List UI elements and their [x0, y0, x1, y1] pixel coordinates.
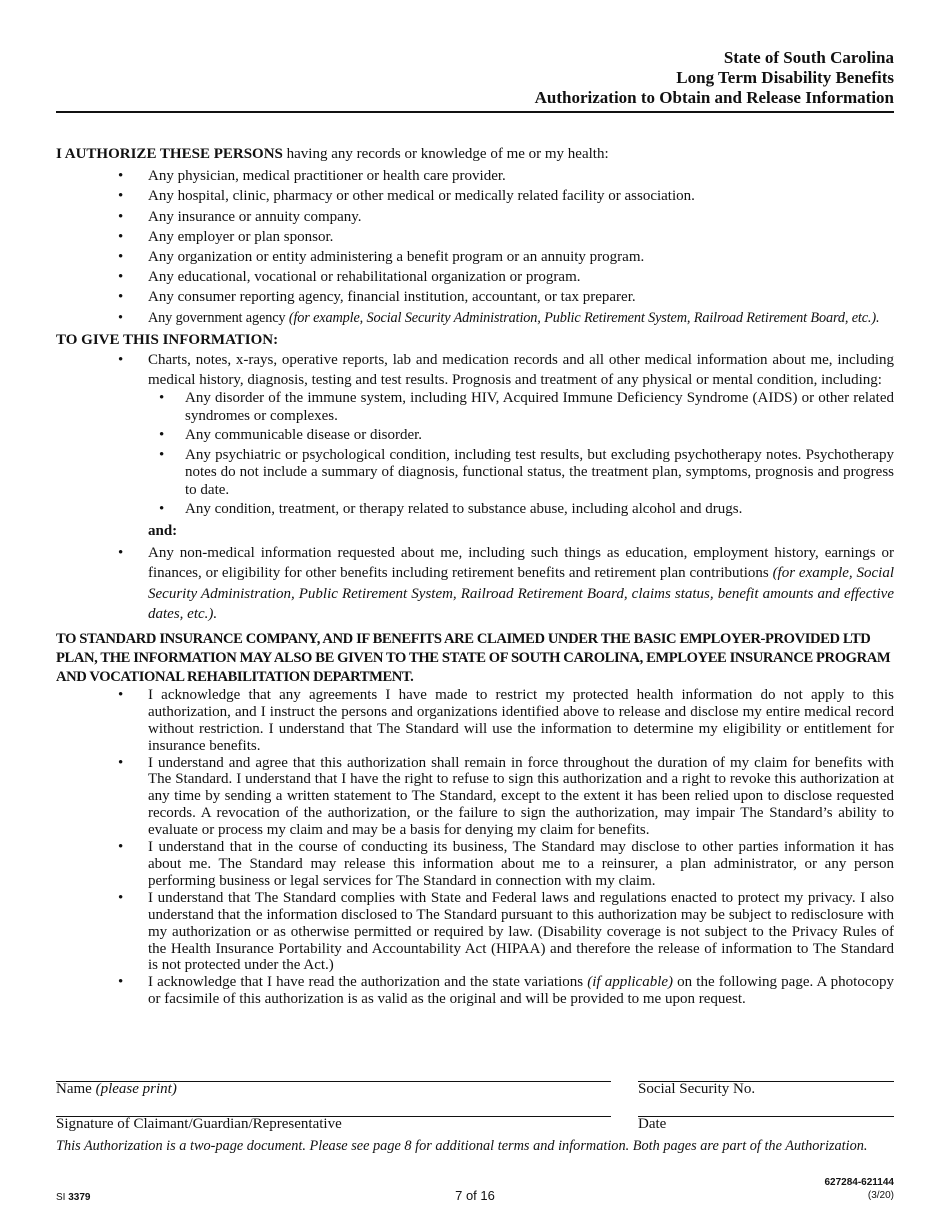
form-number-value: 3379: [68, 1192, 91, 1203]
authorization-body: [56, 144, 894, 1008]
list-item: • I understand that The Standard complies with State and Federal laws and regulations enacted to protect my privacy. I also understand that the information disclosed to The Standard pursuant to this authorization may be subject to redisclosure with my authorization or as otherwise permitted or required by law. (Disability coverage is not subject to the Privacy Rules of the Health Insurance Portability and Accountability Act (HIPAA) and therefore the release of information to The Standard is not protected under the Act.): [56, 890, 894, 975]
list-item: • Any employer or plan sponsor.: [56, 227, 894, 247]
sublist-item: • Any psychiatric or psychological condition, including test results, but excluding psychotherapy notes. Psychotherapy notes do not include a summary of diagnosis, functional status, the treatment plan, symptoms, prognosis and progress to date.: [148, 447, 894, 500]
and-label: and:: [148, 522, 178, 539]
list-item: • Any insurance or annuity company.: [56, 207, 894, 227]
form-code: [824, 1176, 894, 1202]
two-page-note: This Authorization is a two-page document. Please see page 8 for additional terms and information. Both pages are part of the Authorization.: [56, 1138, 868, 1154]
information-list: [56, 350, 894, 519]
list-item: • I understand that in the course of conducting its business, The Standard may disclose to other parties information it has about me. The Standard may release this information about me to a reinsurer, a plan administrator, or any person performing business or legal services for The Standard in connection with my claim.: [56, 839, 894, 890]
date-field-line[interactable]: [638, 1116, 894, 1117]
medical-records-text: • Charts, notes, x-rays, operative reports, lab and medication records and all other medical information about me, including medical history, diagnosis, testing and test results. Prognosis and treatment of any physical or mental condition, including:: [148, 352, 894, 389]
form-code-number: 627284-621144: [824, 1177, 894, 1188]
name-hint: (please print): [95, 1081, 177, 1097]
list-item: • Any hospital, clinic, pharmacy or other medical or medically related facility or association.: [56, 186, 894, 206]
give-info-heading: TO GIVE THIS INFORMATION:: [56, 331, 279, 348]
header-title: Authorization to Obtain and Release Information: [534, 88, 894, 107]
condition-sublist: [56, 390, 894, 519]
acknowledgement-list: [56, 687, 894, 1008]
list-item: • I understand and agree that this authorization shall remain in force throughout the duration of my claim for benefits with The Standard. I understand that I have the right to refuse to sign this authorization and a right to revoke this authorization at any time by sending a written statement to The Standard, except to the extent it has been relied upon to disclose requested records. A revocation of the authorization, or the failure to sign the authorization, may impair The Standard’s ability to evaluate or process my claim and may be a basis for denying my claim for benefits.: [56, 755, 894, 840]
document-page: [56, 0, 894, 1230]
nonmedical-list: [56, 543, 894, 624]
list-item: • I acknowledge that any agreements I have made to restrict my protected health information do not apply to this authorization, and I instruct the persons and organizations identified above to release and disclose my entire medical record without restriction. I understand that The Standard will use the information to determine my eligibility or entitlement for insurance benefits.: [56, 687, 894, 755]
list-item-medical: [56, 350, 894, 519]
list-item: • Any educational, vocational or rehabilitational organization or program.: [56, 267, 894, 287]
nonmedical-text: Any non-medical information requested about me, including such things as education, employment history, earnings or finances, or eligibility for other benefits including retirement benefits and retirement plan contributions: [148, 545, 894, 582]
form-prefix: SI: [56, 1192, 69, 1203]
sublist-item: • Any communicable disease or disorder.: [148, 427, 894, 445]
ssn-label: Social Security No.: [638, 1081, 756, 1097]
signature-label: Signature of Claimant/Guardian/Representative: [56, 1116, 342, 1132]
acknowledge-text-b: on the following page. A photocopy or facsimile of this authorization is as valid as the original and will be provided to me upon request.: [148, 974, 894, 1008]
header-divider: [56, 111, 894, 113]
header-program: Long Term Disability Benefits: [676, 68, 894, 87]
list-item-nonmedical: [56, 543, 894, 624]
name-label-text: Name: [56, 1081, 96, 1097]
document-header: [535, 48, 894, 108]
list-item: • Any physician, medical practitioner or health care provider.: [56, 166, 894, 186]
acknowledge-if-applicable: (if applicable): [587, 974, 674, 991]
sublist-item: • Any disorder of the immune system, including HIV, Acquired Immune Deficiency Syndrome (AIDS) or other related syndromes or complexes.: [148, 390, 894, 425]
authorize-lead-rest: having any records or knowledge of me or my health:: [282, 146, 609, 162]
page-number: 7 of 16: [455, 1188, 495, 1203]
list-item: • Any organization or entity administering a benefit program or an annuity program.: [56, 247, 894, 267]
government-examples: (for example, Social Security Administration, Public Retirement System, Railroad Retirement Board, etc.).: [288, 309, 880, 326]
list-item: • Any consumer reporting agency, financial institution, accountant, or tax preparer.: [56, 287, 894, 307]
header-state: State of South Carolina: [723, 48, 894, 67]
date-label: Date: [638, 1116, 667, 1132]
authorize-lead-bold: I AUTHORIZE THESE PERSONS: [56, 146, 283, 162]
name-label: [56, 1081, 177, 1098]
list-item-government: [56, 308, 894, 328]
government-text: Any government agency: [148, 309, 289, 326]
sublist-item: • Any condition, treatment, or therapy related to substance abuse, including alcohol and drugs.: [148, 501, 894, 519]
authorized-persons-list: [56, 166, 894, 328]
standard-heading: TO STANDARD INSURANCE COMPANY, AND IF BENEFITS ARE CLAIMED UNDER THE BASIC EMPLOYER-PROVIDED LTD PLAN, THE INFORMATION MAY ALSO BE GIVEN TO THE STATE OF SOUTH CAROLINA, EMPLOYEE INSURANCE PROGRAM AND VOCATIONAL REHABILITATION DEPARTMENT.: [56, 630, 891, 685]
form-revision: (3/20): [867, 1190, 894, 1201]
list-item-acknowledge: [56, 974, 894, 1008]
authorize-lead: [56, 144, 894, 164]
nonmedical-examples: (for example, Social Security Administration, Public Retirement System, Railroad Retirement Board, claims status, benefit amounts and effective dates, etc.).: [148, 565, 894, 622]
acknowledge-text-a: I acknowledge that I have read the authorization and the state variations: [148, 974, 588, 991]
